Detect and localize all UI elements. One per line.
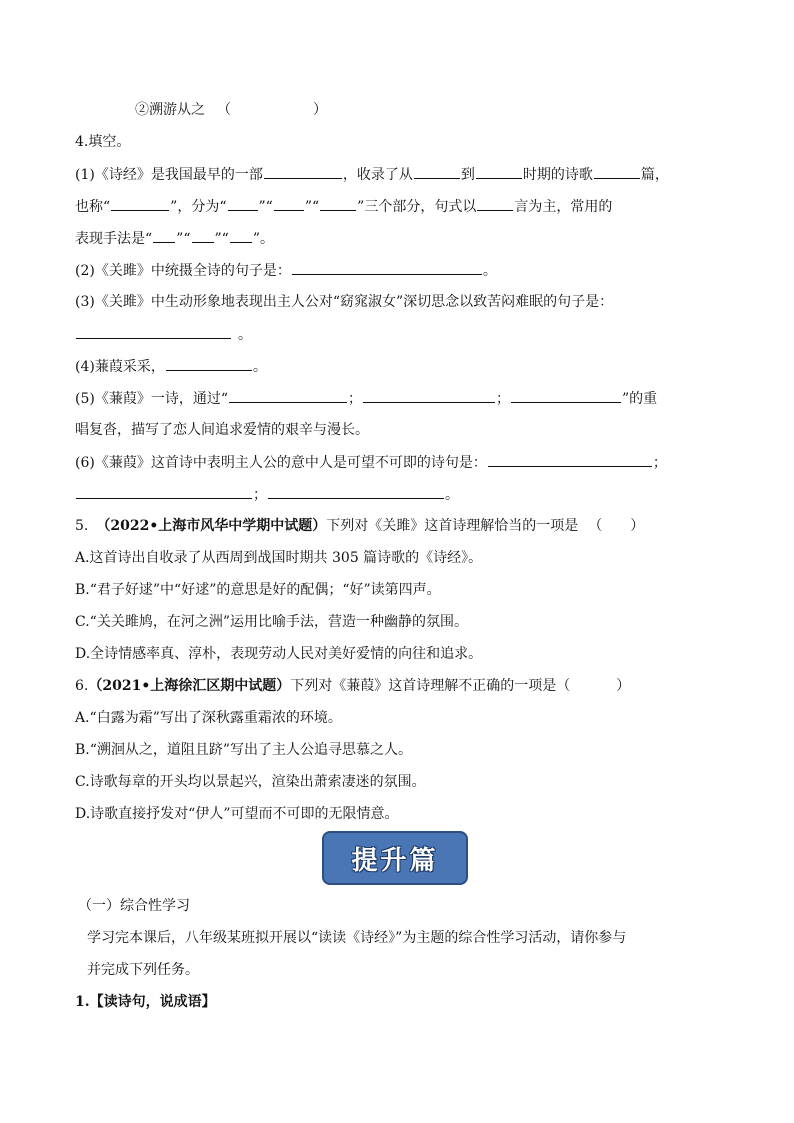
answer-blank[interactable] — [594, 164, 640, 179]
q6-option-a[interactable]: A.“白露为霜”写出了深秋露重霜浓的环境。 — [75, 710, 342, 726]
q4-p1-line1: (1)《诗经》是我国最早的一部 ，收录了从 到 时期的诗歌 篇， — [75, 164, 669, 184]
q5-source: （2022•上海市风华中学期中试题） — [96, 518, 327, 534]
q6-option-c[interactable]: C.诗歌每章的开头均以景起兴，渲染出萧索凄迷的氛围。 — [75, 774, 426, 790]
q5-stem: 5. （2022•上海市风华中学期中试题）下列对《关雎》这首诗理解恰当的一项是 （ ） — [75, 518, 645, 534]
section1-heading: （一）综合性学习 — [78, 898, 190, 914]
answer-blank[interactable] — [111, 196, 169, 211]
section1-intro-line2: 并完成下列任务。 — [87, 962, 199, 978]
section-banner: 提升篇 — [322, 831, 468, 885]
q4-p5-line1: (5)《蒹葭》一诗，通过“ ； ； ”的重 — [75, 388, 657, 408]
q4-p2: (2)《关雎》中统摄全诗的句子是： 。 — [75, 260, 497, 280]
q5-option-b[interactable]: B.“君子好逑”中“好逑”的意思是好的配偶；“好”读第四声。 — [75, 582, 441, 598]
task1-heading: 1.【读诗句，说成语】 — [75, 994, 216, 1010]
q4-p5-line2: 唱复沓，描写了恋人间追求爱情的艰辛与漫长。 — [75, 422, 369, 438]
answer-blank[interactable] — [511, 388, 621, 403]
answer-blank[interactable] — [414, 164, 460, 179]
q3-item-2: ②溯游从之 （ ） — [135, 102, 327, 118]
q4-p1-line2: 也称“ ”，分为“ ”“ ”“ ”三个部分，句式以 言为主，常用的 — [75, 196, 612, 216]
answer-blank[interactable] — [230, 228, 252, 243]
answer-blank[interactable] — [153, 228, 175, 243]
answer-blank[interactable] — [76, 324, 231, 339]
q4-p6-line1: (6)《蒹葭》这首诗中表明主人公的意中人是可望不可即的诗句是： ； — [75, 452, 667, 472]
answer-blank[interactable] — [232, 100, 312, 114]
answer-blank[interactable] — [320, 196, 356, 211]
answer-blank[interactable] — [229, 388, 347, 403]
q6-option-d[interactable]: D.诗歌直接抒发对“伊人”可望而不可即的无限情意。 — [75, 806, 399, 822]
answer-blank[interactable] — [268, 484, 444, 499]
q4-p3-line2: 。 — [75, 324, 252, 344]
q6-source: （2021•上海徐汇区期中试题） — [88, 678, 291, 694]
q6-option-b[interactable]: B.“溯洄从之，道阻且跻”写出了主人公追寻思慕之人。 — [75, 742, 413, 758]
q4-title: 4.填空。 — [75, 134, 131, 150]
answer-blank[interactable] — [477, 196, 513, 211]
answer-blank[interactable] — [476, 164, 522, 179]
q5-option-a[interactable]: A.这首诗出自收录了从西周到战国时期共 305 篇诗歌的《诗经》。 — [75, 550, 483, 566]
q3-item-2-text: ②溯游从之 — [135, 102, 205, 118]
answer-blank[interactable] — [166, 356, 252, 371]
answer-blank[interactable] — [274, 196, 304, 211]
section1-intro-line1: 学习完本课后，八年级某班拟开展以“读读《诗经》”为主题的综合性学习活动，请你参与 — [87, 930, 627, 946]
answer-blank[interactable] — [264, 164, 342, 179]
q4-p3-line1: (3)《关雎》中生动形象地表现出主人公对“窈窕淑女”深切思念以致苦闷难眠的句子是： — [75, 294, 614, 310]
q4-p4: (4)蒹葭采采， 。 — [75, 356, 267, 376]
answer-blank[interactable] — [292, 260, 482, 275]
answer-blank[interactable] — [192, 228, 214, 243]
answer-blank[interactable] — [488, 452, 652, 467]
answer-blank[interactable] — [76, 484, 252, 499]
q4-p1-line3: 表现手法是“ ”“ ”“ ”。 — [75, 228, 274, 248]
q6-stem: 6.（2021•上海徐汇区期中试题）下列对《蒹葭》这首诗理解不正确的一项是（ ） — [75, 678, 631, 694]
q4-p6-line2: ； 。 — [75, 484, 459, 504]
answer-blank[interactable] — [228, 196, 258, 211]
q5-option-c[interactable]: C.“关关雎鸠，在河之洲”运用比喻手法，营造一种幽静的氛围。 — [75, 614, 468, 630]
q5-option-d[interactable]: D.全诗情感率真、淳朴，表现劳动人民对美好爱情的向往和追求。 — [75, 646, 483, 662]
answer-blank[interactable] — [363, 388, 495, 403]
